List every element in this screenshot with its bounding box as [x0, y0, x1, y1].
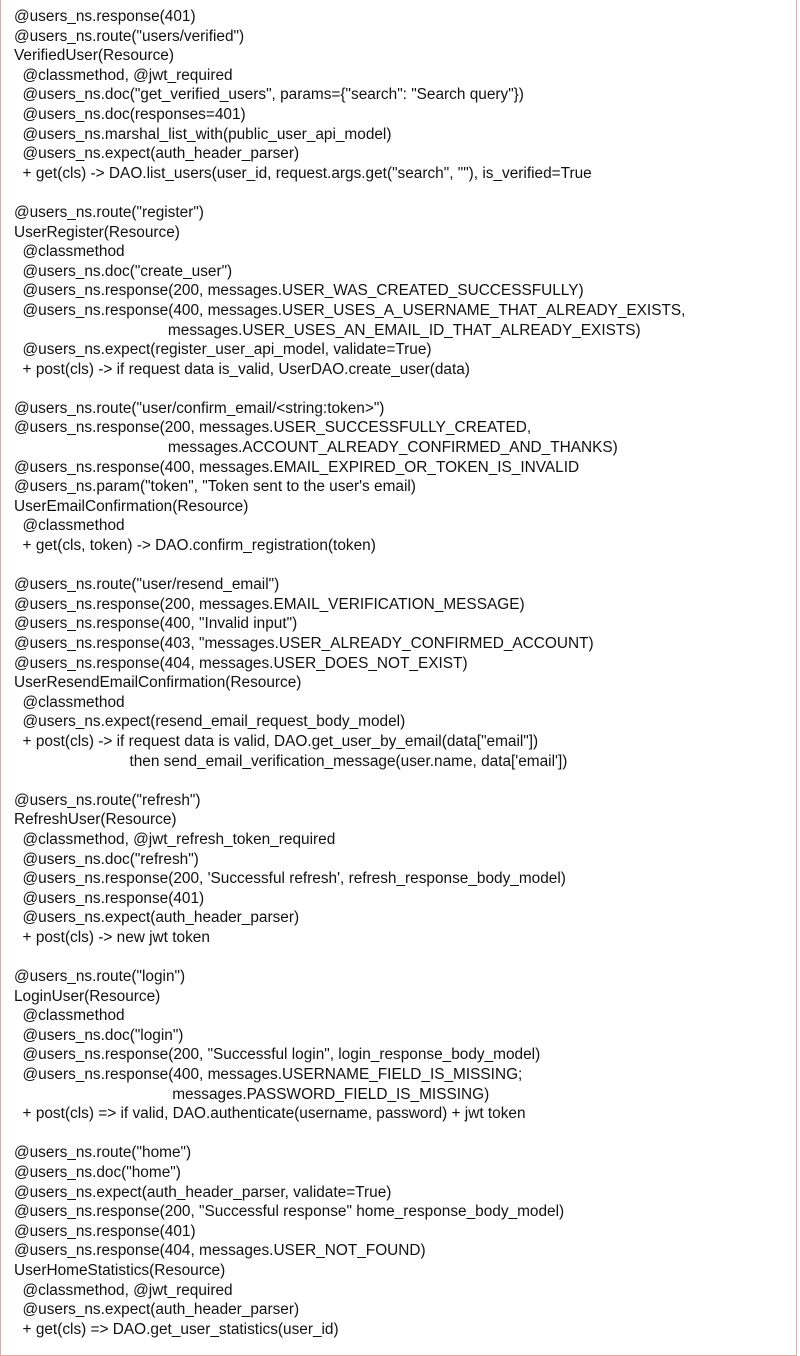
code-line: @users_ns.marshal_list_with(public_user_api_model)	[14, 125, 392, 143]
code-line: @users_ns.response(400, "Invalid input")	[14, 615, 298, 633]
code-line: @users_ns.response(401)	[14, 1222, 196, 1240]
code-line: @users_ns.response(200, 'Successful refresh', refresh_response_body_model)	[14, 870, 566, 888]
code-line: @classmethod	[14, 243, 125, 261]
code-line: messages.ACCOUNT_ALREADY_CONFIRMED_AND_THANKS)	[14, 439, 618, 457]
code-line: @classmethod	[14, 1007, 125, 1025]
code-line: @users_ns.expect(register_user_api_model, validate=True)	[14, 341, 432, 359]
code-line: @users_ns.expect(auth_header_parser)	[14, 1301, 300, 1319]
code-line: @users_ns.param("token", "Token sent to the user's email)	[14, 478, 416, 496]
code-line: + get(cls, token) -> DAO.confirm_registration(token)	[14, 537, 376, 555]
code-line: @classmethod, @jwt_required	[14, 66, 233, 84]
code-line: + get(cls) => DAO.get_user_statistics(user_id)	[14, 1320, 339, 1338]
code-line: @classmethod	[14, 693, 125, 711]
code-line: @classmethod, @jwt_required	[14, 1281, 233, 1299]
code-line: @users_ns.response(401)	[14, 889, 205, 907]
code-line: @users_ns.route("user/confirm_email/<string:token>")	[14, 399, 385, 417]
code-line: @users_ns.expect(auth_header_parser, validate=True)	[14, 1183, 392, 1201]
code-line: @users_ns.doc("login")	[14, 1026, 184, 1044]
code-line: @users_ns.doc("get_verified_users", params={"search": "Search query"})	[14, 86, 524, 104]
code-listing	[14, 7, 796, 1339]
code-line: @users_ns.doc("home")	[14, 1164, 181, 1182]
code-line: @users_ns.response(200, "Successful response" home_response_body_model)	[14, 1203, 565, 1221]
code-line: @users_ns.route("users/verified")	[14, 27, 245, 45]
code-line: + post(cls) -> new jwt token	[14, 928, 210, 946]
code-line: messages.PASSWORD_FIELD_IS_MISSING)	[14, 1085, 490, 1103]
code-line: @users_ns.expect(auth_header_parser)	[14, 145, 300, 163]
code-line: VerifiedUser(Resource)	[14, 47, 174, 65]
code-line: @users_ns.response(400, messages.USER_USES_A_USERNAME_THAT_ALREADY_EXISTS,	[14, 301, 686, 319]
code-line: @classmethod	[14, 517, 125, 535]
code-line	[14, 556, 796, 576]
code-line: @users_ns.doc("create_user")	[14, 262, 233, 280]
code-line: @users_ns.response(200, messages.EMAIL_VERIFICATION_MESSAGE)	[14, 595, 525, 613]
code-line	[14, 948, 796, 968]
code-line: UserResendEmailConfirmation(Resource)	[14, 674, 302, 692]
code-line: @users_ns.response(404, messages.USER_DOES_NOT_EXIST)	[14, 654, 468, 672]
code-line	[14, 183, 796, 203]
code-line: @users_ns.expect(resend_email_request_body_model)	[14, 713, 406, 731]
code-line: @users_ns.doc("refresh")	[14, 850, 199, 868]
code-line: @users_ns.response(200, messages.USER_WAS_CREATED_SUCCESSFULLY)	[14, 282, 584, 300]
code-line: UserRegister(Resource)	[14, 223, 180, 241]
code-line: then send_email_verification_message(user.name, data['email'])	[14, 752, 568, 770]
code-line: @users_ns.route("login")	[14, 968, 186, 986]
code-line	[14, 1124, 796, 1144]
code-line: UserHomeStatistics(Resource)	[14, 1262, 226, 1279]
code-line: @users_ns.response(400, messages.USERNAME_FIELD_IS_MISSING;	[14, 1066, 523, 1084]
code-line: + post(cls) -> if request data is_valid, UserDAO.create_user(data)	[14, 360, 470, 378]
code-line: @users_ns.response(200, messages.USER_SUCCESSFULLY_CREATED,	[14, 419, 532, 437]
code-line: @users_ns.response(401)	[14, 8, 196, 25]
code-line: @classmethod, @jwt_refresh_token_required	[14, 830, 336, 848]
code-line: + post(cls) -> if request data is valid, DAO.get_user_by_email(data["email"])	[14, 732, 539, 750]
code-line: messages.USER_USES_AN_EMAIL_ID_THAT_ALREADY_EXISTS)	[14, 321, 641, 339]
code-line: @users_ns.expect(auth_header_parser)	[14, 909, 300, 927]
code-line	[14, 771, 796, 791]
code-line: LoginUser(Resource)	[14, 987, 161, 1005]
code-line: RefreshUser(Resource)	[14, 811, 177, 829]
code-line	[14, 379, 796, 399]
code-line: @users_ns.response(200, "Successful login", login_response_body_model)	[14, 1046, 541, 1064]
code-line: @users_ns.response(403, "messages.USER_ALREADY_CONFIRMED_ACCOUNT)	[14, 635, 594, 652]
code-line: @users_ns.doc(responses=401)	[14, 105, 246, 123]
code-line: @users_ns.route("home")	[14, 1144, 192, 1162]
code-line: @users_ns.route("register")	[14, 203, 204, 221]
code-line: @users_ns.route("refresh")	[14, 791, 201, 809]
code-line: + post(cls) => if valid, DAO.authenticate(username, password) + jwt token	[14, 1105, 526, 1123]
code-line: UserEmailConfirmation(Resource)	[14, 497, 249, 515]
code-line: @users_ns.response(400, messages.EMAIL_EXPIRED_OR_TOKEN_IS_INVALID	[14, 458, 580, 476]
code-line: @users_ns.route("user/resend_email")	[14, 576, 280, 594]
code-line: + get(cls) -> DAO.list_users(user_id, request.args.get("search", ""), is_verified=True	[14, 164, 592, 182]
code-line: @users_ns.response(404, messages.USER_NOT_FOUND)	[14, 1242, 426, 1260]
